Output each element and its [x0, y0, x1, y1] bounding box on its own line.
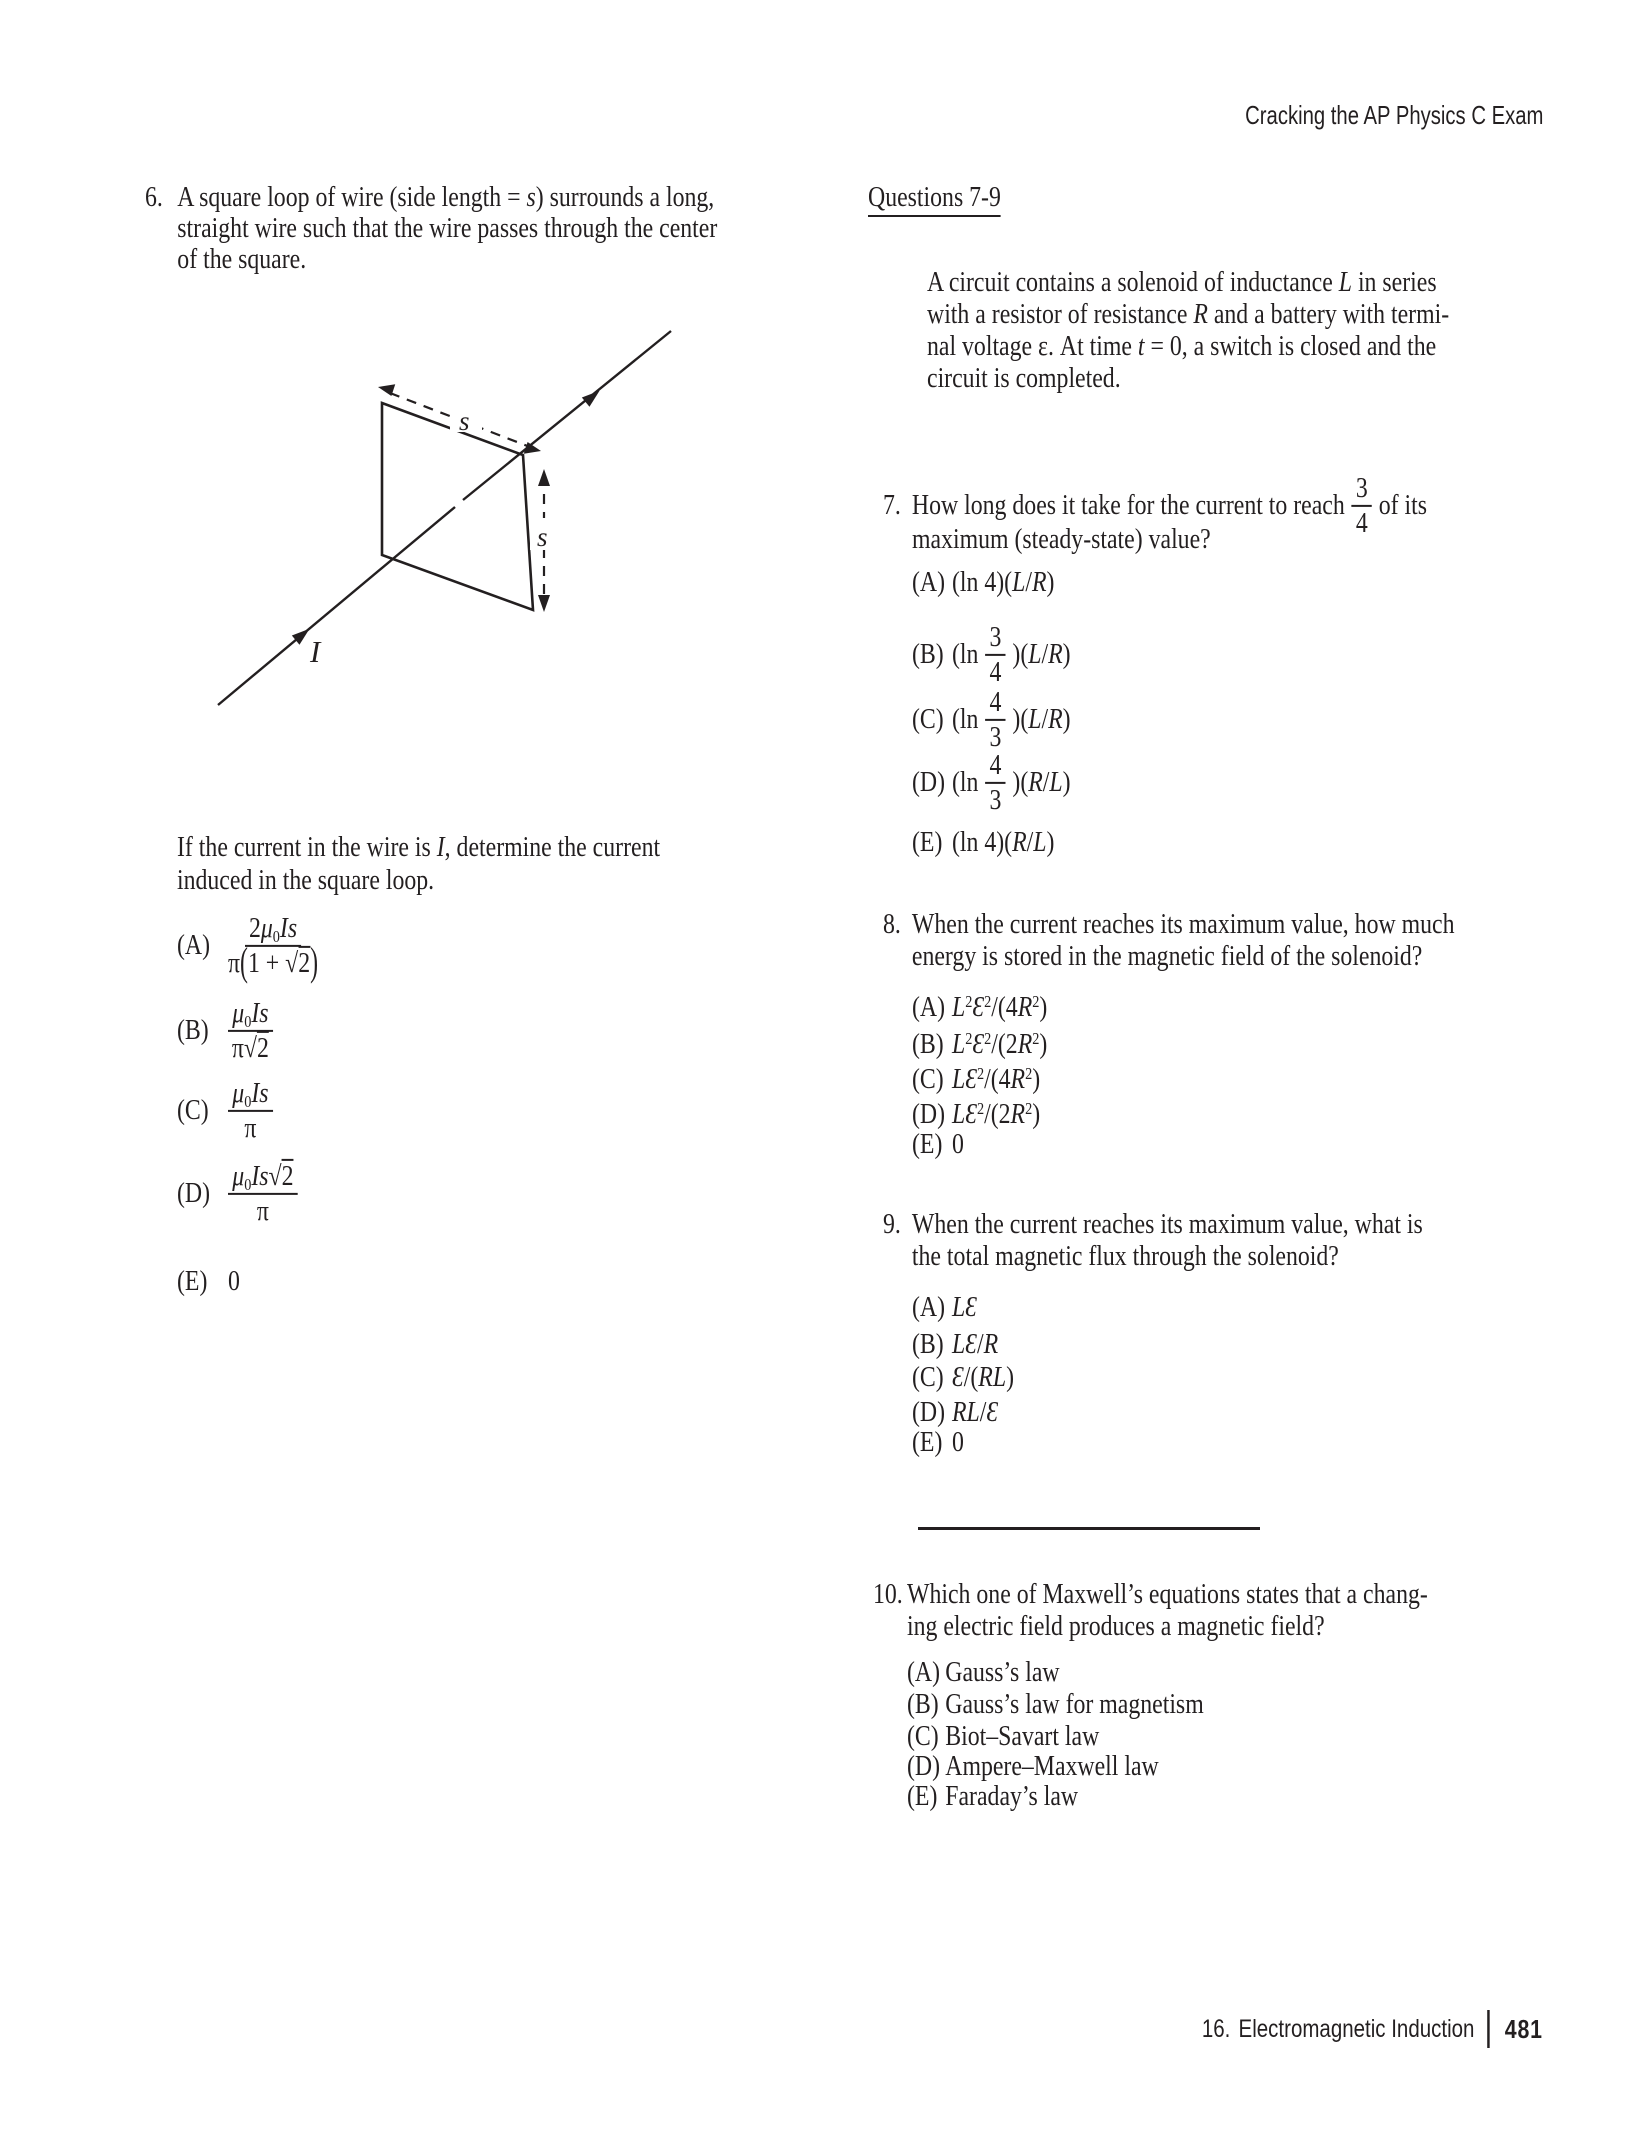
option-letter: (D) [907, 1751, 941, 1782]
option-value: Biot–Savart law [945, 1721, 1100, 1752]
fraction-denominator: π√2 [231, 1033, 269, 1064]
footer-divider-bar [1488, 2010, 1490, 2048]
prompt-line: If the current in the wire is I, determine the current [177, 832, 661, 863]
q7-option-a [912, 567, 1054, 599]
stem-text: of its [1378, 490, 1428, 521]
fraction [985, 688, 1005, 752]
question-stem-lines [907, 1579, 1428, 1643]
option-value: 0 [951, 1129, 964, 1160]
fraction-denominator: 4 [1355, 508, 1368, 539]
q6-option-a [177, 912, 319, 985]
dimension-arrowhead [538, 595, 550, 612]
option-letter: (A) [912, 1292, 946, 1323]
fraction [985, 623, 1005, 687]
stem-line: When the current reaches its maximum value, how much [911, 909, 1455, 940]
option-value: Gauss’s law for magnetism [945, 1689, 1204, 1720]
stem-line: ing electric field produces a magnetic field? [907, 1611, 1325, 1642]
q7-option-c [912, 688, 1071, 752]
fraction-denominator: 4 [989, 657, 1002, 688]
q10-option-d [907, 1751, 1159, 1783]
option-value: (ln 4)(R/L) [951, 827, 1055, 858]
footer-section-number: 16. [1202, 2014, 1231, 2043]
stem-line: When the current reaches its maximum value, what is [911, 1209, 1423, 1240]
fraction-numerator: 3 [1352, 474, 1372, 507]
q7-option-e [912, 827, 1054, 859]
q7-option-b [912, 623, 1071, 687]
page-footer [1202, 2010, 1543, 2048]
option-letter: (B) [912, 639, 944, 670]
intro-line: A circuit contains a solenoid of inductance L in series [927, 267, 1437, 298]
stem-line: Which one of Maxwell’s equations states that a chang- [907, 1579, 1428, 1610]
side-length-label-right: s [537, 522, 548, 552]
fraction-numerator: 4 [985, 751, 1005, 784]
stem-line: A square loop of wire (side length = s) surrounds a long, [177, 182, 715, 213]
footer-section-title: Electromagnetic Induction [1238, 2014, 1475, 2043]
question-number: 10. [873, 1579, 903, 1610]
fraction-denominator: π(1 + √2) [228, 940, 319, 985]
option-letter: (D) [912, 1099, 946, 1130]
option-letter: (E) [912, 1129, 943, 1160]
option-letter: (C) [912, 1064, 944, 1095]
option-post: )(L/R) [1012, 639, 1071, 670]
option-letter: (E) [912, 827, 943, 858]
option-value: 0 [951, 1427, 964, 1458]
section-divider-rule [918, 1527, 1260, 1530]
option-value: LƐ [951, 1292, 977, 1323]
q8-option-b [912, 1029, 1047, 1061]
question-group-heading [868, 182, 1001, 214]
option-value: LƐ/R [951, 1329, 999, 1360]
question-number: 9. [883, 1209, 901, 1240]
fraction-denominator: 3 [989, 722, 1002, 753]
q8-option-c [912, 1064, 1040, 1096]
fraction [228, 1079, 273, 1143]
stem-line: energy is stored in the magnetic field of the solenoid? [911, 941, 1423, 972]
question-stem-lines [912, 909, 1455, 973]
square-loop [382, 403, 533, 610]
option-letter: (C) [177, 1095, 209, 1126]
option-letter: (B) [912, 1329, 944, 1360]
q10-option-a [907, 1657, 1060, 1689]
option-value: $L^2Ɛ^2/(4R^2)$ [951, 991, 1048, 1023]
fraction-numerator: $\mu_0Is√2$ [228, 1162, 298, 1195]
option-post: )(L/R) [1012, 704, 1071, 735]
question-8-stem [883, 909, 1454, 973]
question-stem-lines [912, 1209, 1423, 1273]
intro-line: with a resistor of resistance R and a battery with termi- [927, 299, 1450, 330]
intro-line: nal voltage ε. At time t = 0, a switch is closed and the [927, 331, 1437, 362]
question-6-prompt [177, 831, 660, 897]
fraction-numerator: 4 [985, 688, 1005, 721]
page-number: 481 [1504, 2013, 1543, 2044]
option-pre: (ln [951, 639, 979, 670]
option-letter: (A) [177, 930, 211, 961]
fraction [985, 751, 1005, 815]
question-7-stem-line2: maximum (steady-state) value? [912, 524, 1211, 555]
option-letter: (E) [907, 1781, 938, 1812]
option-letter: (D) [912, 1397, 946, 1428]
fraction-numerator: $2\mu_0Is$ [245, 914, 302, 947]
stem-line: of the square. [177, 244, 307, 275]
option-letter: (B) [912, 1029, 944, 1060]
option-letter: (D) [177, 1178, 211, 1209]
option-value: Gauss’s law [945, 1657, 1060, 1688]
option-letter: (A) [907, 1657, 941, 1688]
prompt-line: induced in the square loop. [177, 865, 435, 896]
option-letter: (A) [912, 567, 946, 598]
option-post: )(R/L) [1012, 767, 1071, 798]
option-pre: (ln [951, 704, 979, 735]
stem-line: the total magnetic flux through the solenoid? [911, 1241, 1339, 1272]
current-label: I [310, 634, 321, 669]
group-heading-text: Questions 7-9 [868, 182, 1001, 217]
q8-option-d [912, 1099, 1040, 1131]
option-letter: (A) [912, 992, 946, 1023]
option-letter: (D) [912, 767, 946, 798]
q9-option-a [912, 1292, 977, 1324]
fraction-denominator: π [256, 1196, 269, 1227]
q9-option-b [912, 1329, 998, 1361]
question-9-stem [883, 1209, 1423, 1273]
option-value: Ampere–Maxwell law [945, 1751, 1159, 1782]
q6-option-e [177, 1266, 240, 1298]
question-number: 8. [883, 909, 901, 940]
option-letter: (E) [912, 1427, 943, 1458]
option-letter: (E) [177, 1266, 208, 1297]
option-value: 0 [228, 1266, 240, 1297]
fraction-numerator: 3 [985, 623, 1005, 656]
option-value: $LƐ^2/(2R^2)$ [951, 1098, 1041, 1130]
option-value: RL/Ɛ [951, 1397, 999, 1428]
q6-option-c [177, 1079, 273, 1143]
fraction-numerator: $\mu_0Is$ [228, 1079, 273, 1112]
q10-option-b [907, 1689, 1204, 1721]
option-value: Faraday’s law [945, 1781, 1079, 1812]
question-group-intro [927, 267, 1449, 395]
q6-option-d [177, 1162, 298, 1226]
fraction [228, 912, 319, 985]
q9-option-d [912, 1397, 998, 1429]
option-pre: (ln [951, 767, 979, 798]
question-10-stem [873, 1579, 1428, 1643]
fraction-numerator: $\mu_0Is$ [228, 999, 273, 1032]
page-header: Cracking the AP Physics C Exam [1244, 100, 1543, 130]
q8-option-a [912, 992, 1047, 1024]
q6-option-b [177, 999, 273, 1063]
figure-wire-through-square-loop [120, 250, 700, 790]
option-letter: (C) [907, 1721, 939, 1752]
option-letter: (C) [912, 1362, 944, 1393]
side-length-label-top: s [459, 406, 470, 436]
question-number: 7. [883, 490, 901, 521]
stem-line: straight wire such that the wire passes through the center [177, 213, 718, 244]
dimension-arrowhead [538, 469, 550, 486]
option-letter: (B) [177, 1015, 209, 1046]
q9-option-e [912, 1427, 964, 1459]
stem-text: How long does it take for the current to reach [911, 490, 1345, 521]
fraction-denominator: 3 [989, 785, 1002, 816]
q8-option-e [912, 1129, 964, 1161]
q10-option-e [907, 1781, 1078, 1813]
option-value: $LƐ^2/(4R^2)$ [951, 1063, 1041, 1095]
option-letter: (C) [912, 704, 944, 735]
option-value: $L^2Ɛ^2/(2R^2)$ [951, 1028, 1048, 1060]
option-value: (ln 4)(L/R) [951, 567, 1055, 598]
fraction [228, 1162, 298, 1226]
q9-option-c [912, 1362, 1014, 1394]
wire-line [218, 331, 671, 705]
option-letter: (B) [907, 1689, 939, 1720]
fraction-denominator: π [244, 1113, 257, 1144]
intro-line: circuit is completed. [927, 363, 1121, 394]
option-value: Ɛ/(RL) [951, 1362, 1014, 1393]
q10-option-c [907, 1721, 1099, 1753]
question-number: 6. [145, 182, 163, 213]
fraction [228, 999, 273, 1063]
q7-option-d [912, 751, 1071, 815]
fraction [1352, 474, 1372, 538]
